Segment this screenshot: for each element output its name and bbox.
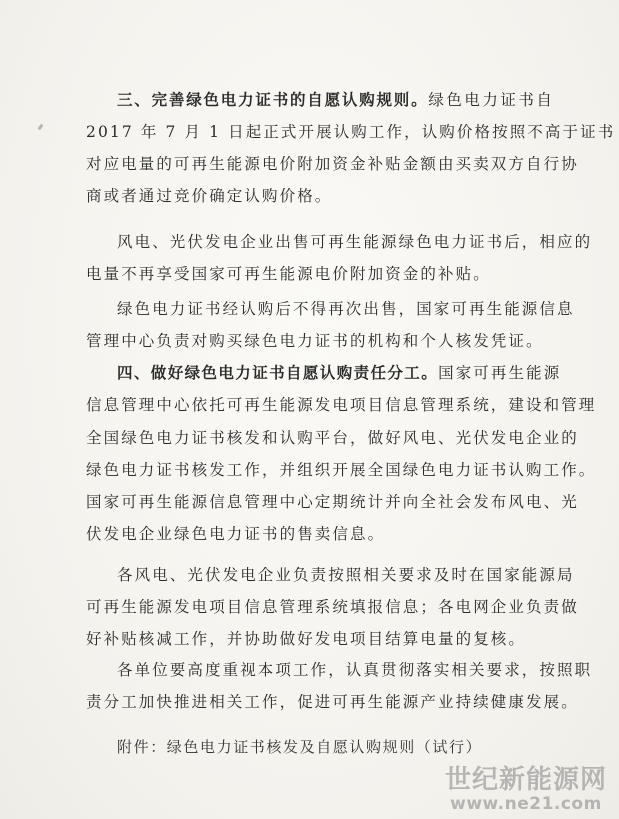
enterprises-line-1: 各风电、光伏发电企业负责按照相关要求及时在国家能源局 — [117, 566, 575, 584]
section-4-line-2: 信息管理中心依托可再生能源发电项目信息管理系统，建设和管理 — [86, 396, 597, 414]
no-resale-line-2: 管理中心负责对购买绿色电力证书的机构和个人核发凭证。 — [86, 332, 544, 350]
section-3-line-1-rest: 绿色电力证书自 — [428, 91, 555, 109]
section-3-heading: 三、完善绿色电力证书的自愿认购规则。 — [117, 90, 429, 109]
wind-solar-line-2: 电量不再享受国家可再生能源电价附加资金的补贴。 — [86, 265, 491, 283]
section-3-line-4: 商或者通过竞价确定认购价格。 — [86, 187, 333, 205]
enterprises-line-3: 好补贴核减工作，并协助做好发电项目结算电量的复核。 — [86, 630, 527, 648]
watermark-title: 世纪新能源网 — [444, 765, 607, 795]
section-4-line-4: 绿色电力证书核发工作，并组织开展全国绿色电力证书认购工作。 — [86, 461, 597, 479]
section-4-line-3: 全国绿色电力证书核发和认购平台，做好风电、光伏发电企业的 — [86, 429, 579, 447]
section-3-line-1 — [117, 88, 554, 112]
wind-solar-line-1: 风电、光伏发电企业出售可再生能源绿色电力证书后，相应的 — [117, 233, 593, 251]
section-4-heading: 四、做好绿色电力证书自愿认购责任分工。 — [117, 363, 439, 382]
watermark-url: www.ne21.com — [450, 794, 602, 814]
watermark-logo — [445, 765, 607, 813]
section-4-line-6: 伏发电企业绿色电力证书的售卖信息。 — [86, 525, 386, 543]
section-3-line-2: 2017 年 7 月 1 日起正式开展认购工作，认购价格按照不高于证书 — [86, 123, 616, 141]
enterprises-line-2: 可再生能源发电项目信息管理系统填报信息；各电网企业负责做 — [86, 598, 579, 616]
section-4-line-1 — [117, 361, 562, 385]
attachment-note: 附件：绿色电力证书核发及自愿认购规则（试行） — [117, 738, 483, 756]
section-3-line-3: 对应电量的可再生能源电价附加资金补贴金额由买卖双方自行协 — [86, 155, 579, 173]
no-resale-line-1: 绿色电力证书经认购后不得再次出售，国家可再生能源信息 — [117, 300, 575, 318]
section-4-line-1-rest: 国家可再生能源 — [438, 364, 562, 382]
units-line-1: 各单位要高度重视本项工作，认真贯彻落实相关要求，按照职 — [117, 661, 593, 679]
units-line-2: 责分工加快推进相关工作，促进可再生能源产业持续健康发展。 — [86, 693, 579, 711]
scan-mark — [38, 124, 44, 131]
section-4-line-5: 国家可再生能源信息管理中心定期统计并向全社会发布风电、光 — [86, 493, 579, 511]
